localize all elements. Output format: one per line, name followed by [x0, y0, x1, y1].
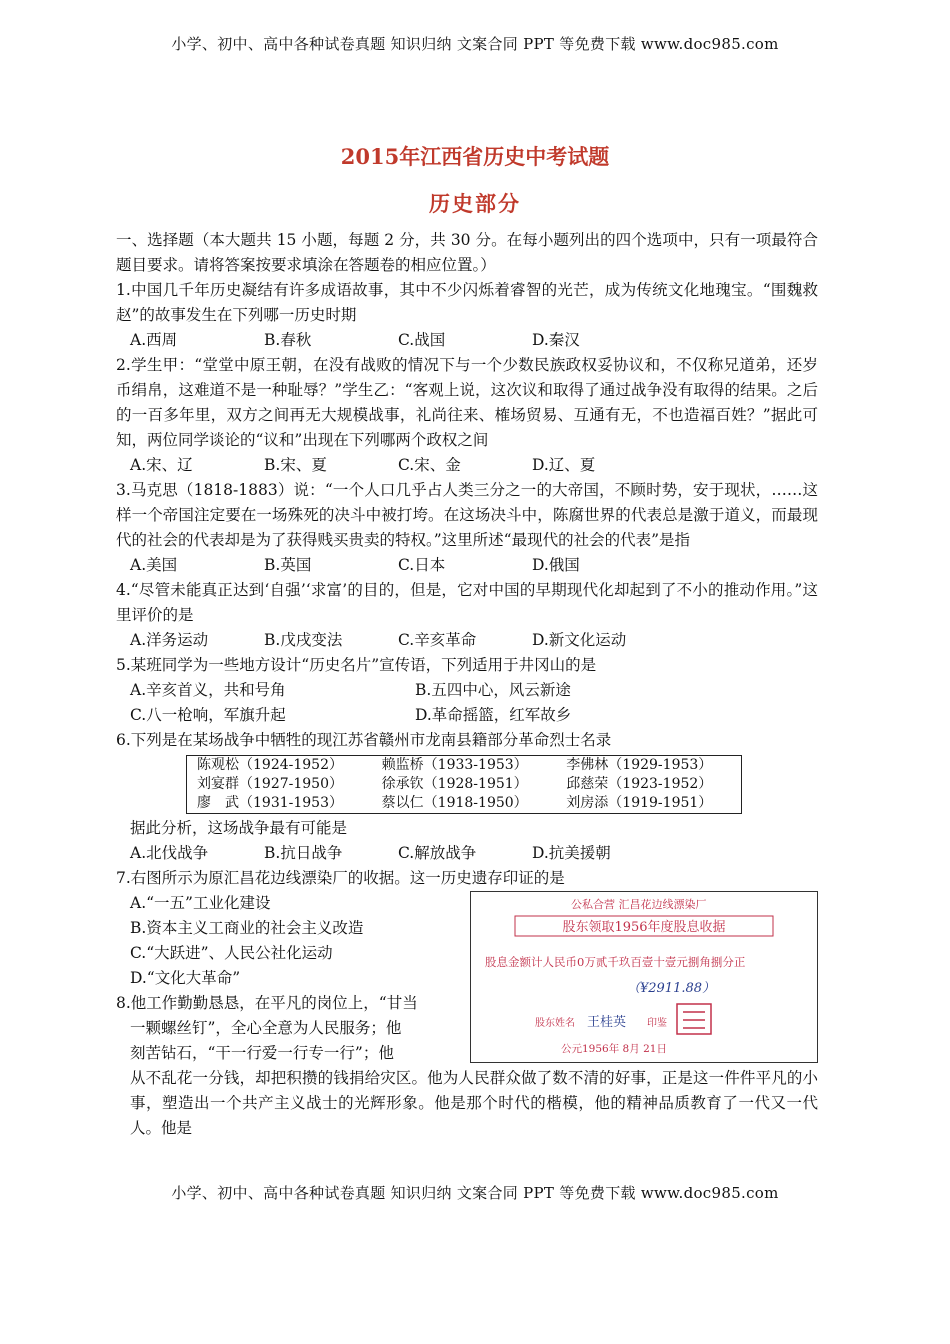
- question-7-stem: 7.右图所示为原汇昌花边线漂染厂的收据。这一历史遗存印证的是: [116, 869, 565, 887]
- page-title: 2015年江西省历史中考试题: [340, 144, 610, 169]
- option-a: A.西周: [130, 331, 178, 349]
- receipt-image: [470, 891, 818, 1063]
- option-b: B.宋、夏: [264, 456, 327, 474]
- receipt-date: 公元1956年 8月 21日: [561, 1043, 667, 1055]
- question-4-stem: 4.“尽管未能真正达到‘自强’‘求富’的目的，但是，它对中国的早期现代化却起到了不小的推动作用。”这里评价的是: [116, 581, 818, 624]
- table-cell: 邱慈荣（1923-1952）: [566, 776, 713, 792]
- option-c: C.八一枪响，军旗升起: [130, 706, 286, 724]
- page-footer: 小学、初中、高中各种试卷真题 知识归纳 文案合同 PPT 等免费下载 www.doc985.com: [171, 1184, 779, 1202]
- option-c: C.辛亥革命: [398, 631, 477, 649]
- question-5-options-row2: [116, 703, 818, 728]
- receipt-line2: 股东领取1956年度股息收据: [562, 920, 726, 935]
- section-intro: 一、选择题（本大题共 15 小题，每题 2 分，共 30 分。在每小题列出的四个选项中，只有一项最符合题目要求。请将答案按要求填涂在答题卷的相应位置。）: [116, 231, 818, 274]
- option-b: B.英国: [264, 556, 312, 574]
- table-cell: 蔡以仁（1918-1950）: [381, 795, 528, 811]
- question-8-stem-line3: 刻苦钻石，“干一行爱一行专一行”；他: [130, 1044, 394, 1062]
- option-a: A.“一五”工业化建设: [130, 894, 271, 912]
- receipt-seal-label: 印鉴: [647, 1018, 667, 1029]
- option-a: A.北伐战争: [130, 844, 209, 862]
- receipt-line3: 股息金额计人民币0万贰千玖百壹十壹元捌角捌分正: [485, 955, 746, 969]
- martyrs-table: [186, 755, 742, 814]
- question-7-8-block: [116, 891, 818, 1066]
- question-6-stem: 6.下列是在某场战争中牺牲的现江苏省赣州市龙南县籍部分革命烈士名录: [116, 731, 612, 749]
- option-a: A.辛亥首义，共和号角: [130, 681, 286, 699]
- question-8-stem-rest: 从不乱花一分钱，却把积攒的钱捐给灾区。他为人民群众做了数不清的好事，正是这一件件平凡的小事，塑造出一个共产主义战士的光辉形象。他是那个时代的楷模，他的精神品质教育了一代又一代人。他是: [130, 1069, 818, 1137]
- option-b: B.资本主义工商业的社会主义改造: [130, 919, 364, 937]
- option-a: A.美国: [130, 556, 178, 574]
- option-a: A.宋、辽: [130, 456, 193, 474]
- table-row: [187, 756, 742, 776]
- option-c: C.宋、金: [398, 456, 461, 474]
- option-b: B.戊戌变法: [264, 631, 343, 649]
- table-cell: 陈观松（1924-1952）: [197, 757, 343, 773]
- option-d: D.辽、夏: [532, 456, 596, 474]
- option-d: D.俄国: [532, 556, 580, 574]
- option-d: D.秦汉: [532, 331, 580, 349]
- option-d: D.革命摇篮，红军故乡: [415, 706, 572, 724]
- option-a: A.洋务运动: [130, 631, 209, 649]
- question-2-stem: 2.学生甲：“堂堂中原王朝，在没有战败的情况下与一个少数民族政权妥协议和，不仅称兄道弟，还岁币绢帛，这难道不是一种耻辱？”学生乙：“客观上说，这次议和取得了通过战争没有取得的结果。之后的一百多年里，双方之间再无大规模战事，礼尚往来、榷场贸易、互通有无，不也造福百姓？”据此可知，两位同学谈论的“议和”出现在下列哪两个政权之间: [116, 356, 818, 449]
- page-header: 小学、初中、高中各种试卷真题 知识归纳 文案合同 PPT 等免费下载 www.doc985.com: [171, 35, 779, 53]
- question-5-options-row1: [116, 678, 818, 703]
- option-b: B.抗日战争: [264, 844, 343, 862]
- table-cell: 徐承钦（1928-1951）: [381, 776, 528, 792]
- question-8-stem-line2: 一颗螺丝钉”，全心全意为人民服务；他: [130, 1019, 402, 1037]
- question-1-options: [116, 328, 818, 353]
- seal-stamp-icon: [677, 1004, 711, 1034]
- question-3-stem: 3.马克思（1818-1883）说：“一个人口几乎占人类三分之一的大帝国，不顾时势，安于现状，……这样一个帝国注定要在一场殊死的决斗中被打垮。在这场决斗中，陈腐世界的代表总是激于道义，而最现代的社会的代表却是为了获得贱买贵卖的特权。”这里所述“最现代的社会的代表”是指: [116, 481, 818, 549]
- question-4-options: [116, 628, 818, 653]
- question-2-options: [116, 453, 818, 478]
- option-c: C.解放战争: [398, 844, 477, 862]
- receipt-amount: （¥2911.88）: [626, 981, 716, 996]
- option-c: C.战国: [398, 331, 446, 349]
- question-8-stem-line1: 8.他工作勤勤恳恳，在平凡的岗位上，“甘当: [116, 994, 418, 1012]
- option-b: B.春秋: [264, 331, 312, 349]
- option-c: C.“大跃进”、人民公社化运动: [130, 944, 333, 962]
- question-5-stem: 5.某班同学为一些地方设计“历史名片”宣传语，下列适用于井冈山的是: [116, 656, 597, 674]
- table-cell: 刘房添（1919-1951）: [566, 795, 713, 811]
- receipt-name: 王桂英: [587, 1015, 627, 1030]
- exam-content: [116, 228, 818, 1141]
- section-title: 历史部分: [429, 191, 521, 216]
- receipt-line1: 公私合营 汇昌花边线漂染厂: [571, 898, 707, 911]
- option-d: D.新文化运动: [532, 631, 627, 649]
- receipt-name-label: 股东姓名: [535, 1018, 575, 1029]
- option-c: C.日本: [398, 556, 446, 574]
- question-6-options: [116, 841, 818, 866]
- table-cell: 刘宴群（1927-1950）: [197, 776, 343, 792]
- table-cell: 廖 武（1931-1953）: [197, 795, 343, 811]
- question-3-options: [116, 553, 818, 578]
- question-1-stem: 1.中国几千年历史凝结有许多成语故事，其中不少闪烁着睿智的光芒，成为传统文化地瑰宝。“围魏救赵”的故事发生在下列哪一历史时期: [116, 281, 818, 324]
- option-d: D.“文化大革命”: [130, 969, 241, 987]
- question-6-followup: 据此分析，这场战争最有可能是: [130, 819, 348, 837]
- table-cell: 赖监桥（1933-1953）: [381, 757, 528, 773]
- table-row: [187, 775, 742, 794]
- option-d: D.抗美援朝: [532, 844, 611, 862]
- table-cell: 李佛林（1929-1953）: [566, 757, 713, 773]
- option-b: B.五四中心，风云新途: [415, 681, 571, 699]
- table-row: [187, 794, 742, 814]
